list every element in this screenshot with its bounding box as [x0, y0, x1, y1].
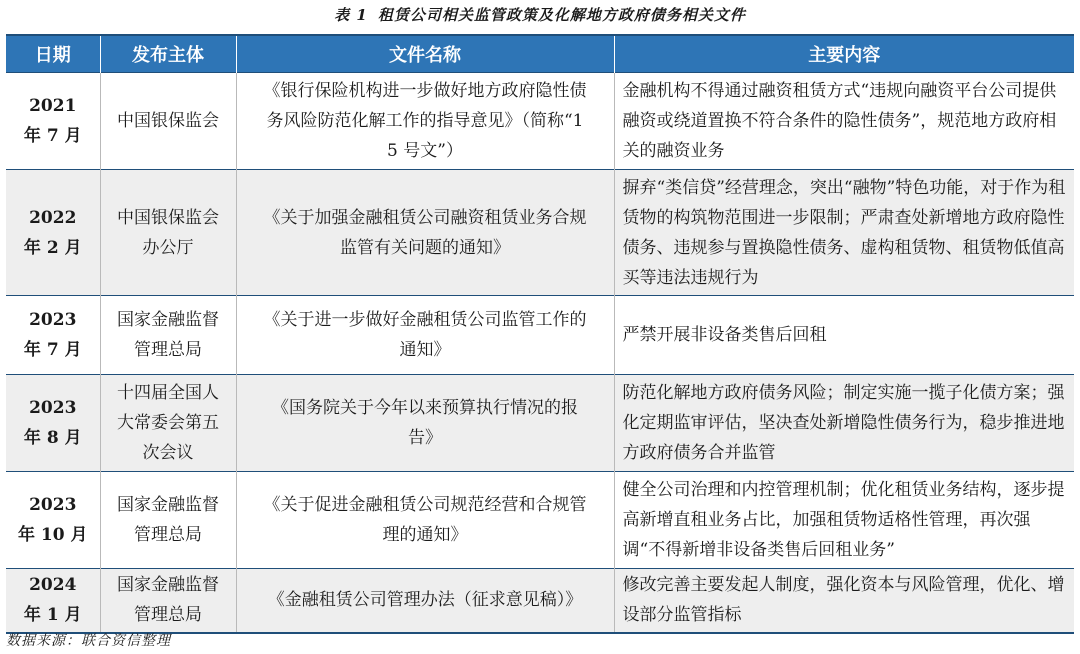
cell-month: 年 7 月 — [23, 340, 82, 360]
cell-content: 防范化解地方政府债务风险；制定实施一揽子化债方案；强化定期监审评估，坚决查处新增隐性债务行为，稳步推进地方政府债务合并监管 — [614, 375, 1074, 472]
cell-issuer: 国家金融监督管理总局 — [100, 296, 236, 375]
cell-month: 年 1 月 — [23, 605, 82, 626]
table-row — [6, 569, 1074, 633]
table-row — [6, 170, 1074, 296]
cell-content: 健全公司治理和内控管理机制；优化租赁业务结构，逐步提高新增直租业务占比，加强租赁物适格性管理，再次强调“不得新增非设备类售后回租业务” — [614, 472, 1074, 569]
cell-issuer: 国家金融监督管理总局 — [100, 569, 236, 633]
cell-month: 年 8 月 — [23, 428, 82, 448]
cell-document: 《关于促进金融租赁公司规范经营和合规管理的通知》 — [236, 472, 614, 569]
data-source-note: 数据来源：联合资信整理 — [6, 633, 171, 649]
table-title: 租赁公司相关监管政策及化解地方政府债务相关文件 — [377, 6, 746, 24]
header-content: 主要内容 — [614, 35, 1074, 73]
cell-year: 2023 — [29, 495, 77, 515]
cell-date — [6, 73, 100, 170]
cell-document: 《国务院关于今年以来预算执行情况的报告》 — [236, 375, 614, 472]
cell-content: 严禁开展非设备类售后回租 — [614, 296, 1074, 375]
cell-content: 金融机构不得通过融资租赁方式“违规向融资平台公司提供融资或绕道置换不符合条件的隐性债务”，规范地方政府相关的融资业务 — [614, 73, 1074, 170]
header-document: 文件名称 — [236, 35, 614, 73]
cell-date — [6, 472, 100, 569]
header-issuer: 发布主体 — [100, 35, 236, 73]
cell-content: 修改完善主要发起人制度，强化资本与风险管理，优化、增设部分监管指标 — [614, 569, 1074, 633]
cell-date — [6, 375, 100, 472]
header-row — [6, 35, 1074, 73]
cell-month: 年 2 月 — [23, 237, 82, 258]
cell-issuer: 中国银保监会办公厅 — [100, 170, 236, 296]
cell-year: 2023 — [29, 398, 77, 418]
cell-month: 年 7 月 — [23, 126, 82, 146]
table-number: 表 1 — [334, 6, 368, 24]
table-row — [6, 472, 1074, 569]
cell-year: 2023 — [29, 310, 77, 330]
cell-issuer: 国家金融监督管理总局 — [100, 472, 236, 569]
cell-document: 《银行保险机构进一步做好地方政府隐性债务风险防范化解工作的指导意见》（简称“15 号文”） — [236, 73, 614, 170]
cell-year: 2021 — [29, 96, 77, 116]
cell-year: 2024 — [29, 575, 77, 596]
cell-date — [6, 296, 100, 375]
cell-year: 2022 — [29, 207, 77, 228]
cell-issuer: 十四届全国人大常委会第五次会议 — [100, 375, 236, 472]
cell-date — [6, 170, 100, 296]
cell-document: 《关于加强金融租赁公司融资租赁业务合规监管有关问题的通知》 — [236, 170, 614, 296]
table-row — [6, 375, 1074, 472]
table-row — [6, 73, 1074, 170]
table-row — [6, 296, 1074, 375]
cell-month: 年 10 月 — [18, 525, 88, 545]
cell-content: 摒弃“类信贷”经营理念，突出“融物”特色功能，对于作为租赁物的构筑物范围进一步限制；严肃查处新增地方政府隐性债务、违规参与置换隐性债务、虚构租赁物、租赁物低值高买等违法违规行为 — [614, 170, 1074, 296]
cell-document: 《关于进一步做好金融租赁公司监管工作的通知》 — [236, 296, 614, 375]
table-caption — [0, 4, 1080, 25]
cell-document: 《金融租赁公司管理办法（征求意见稿）》 — [236, 569, 614, 633]
cell-issuer: 中国银保监会 — [100, 73, 236, 170]
header-date: 日期 — [6, 35, 100, 73]
cell-date — [6, 569, 100, 633]
policy-table — [6, 34, 1074, 634]
